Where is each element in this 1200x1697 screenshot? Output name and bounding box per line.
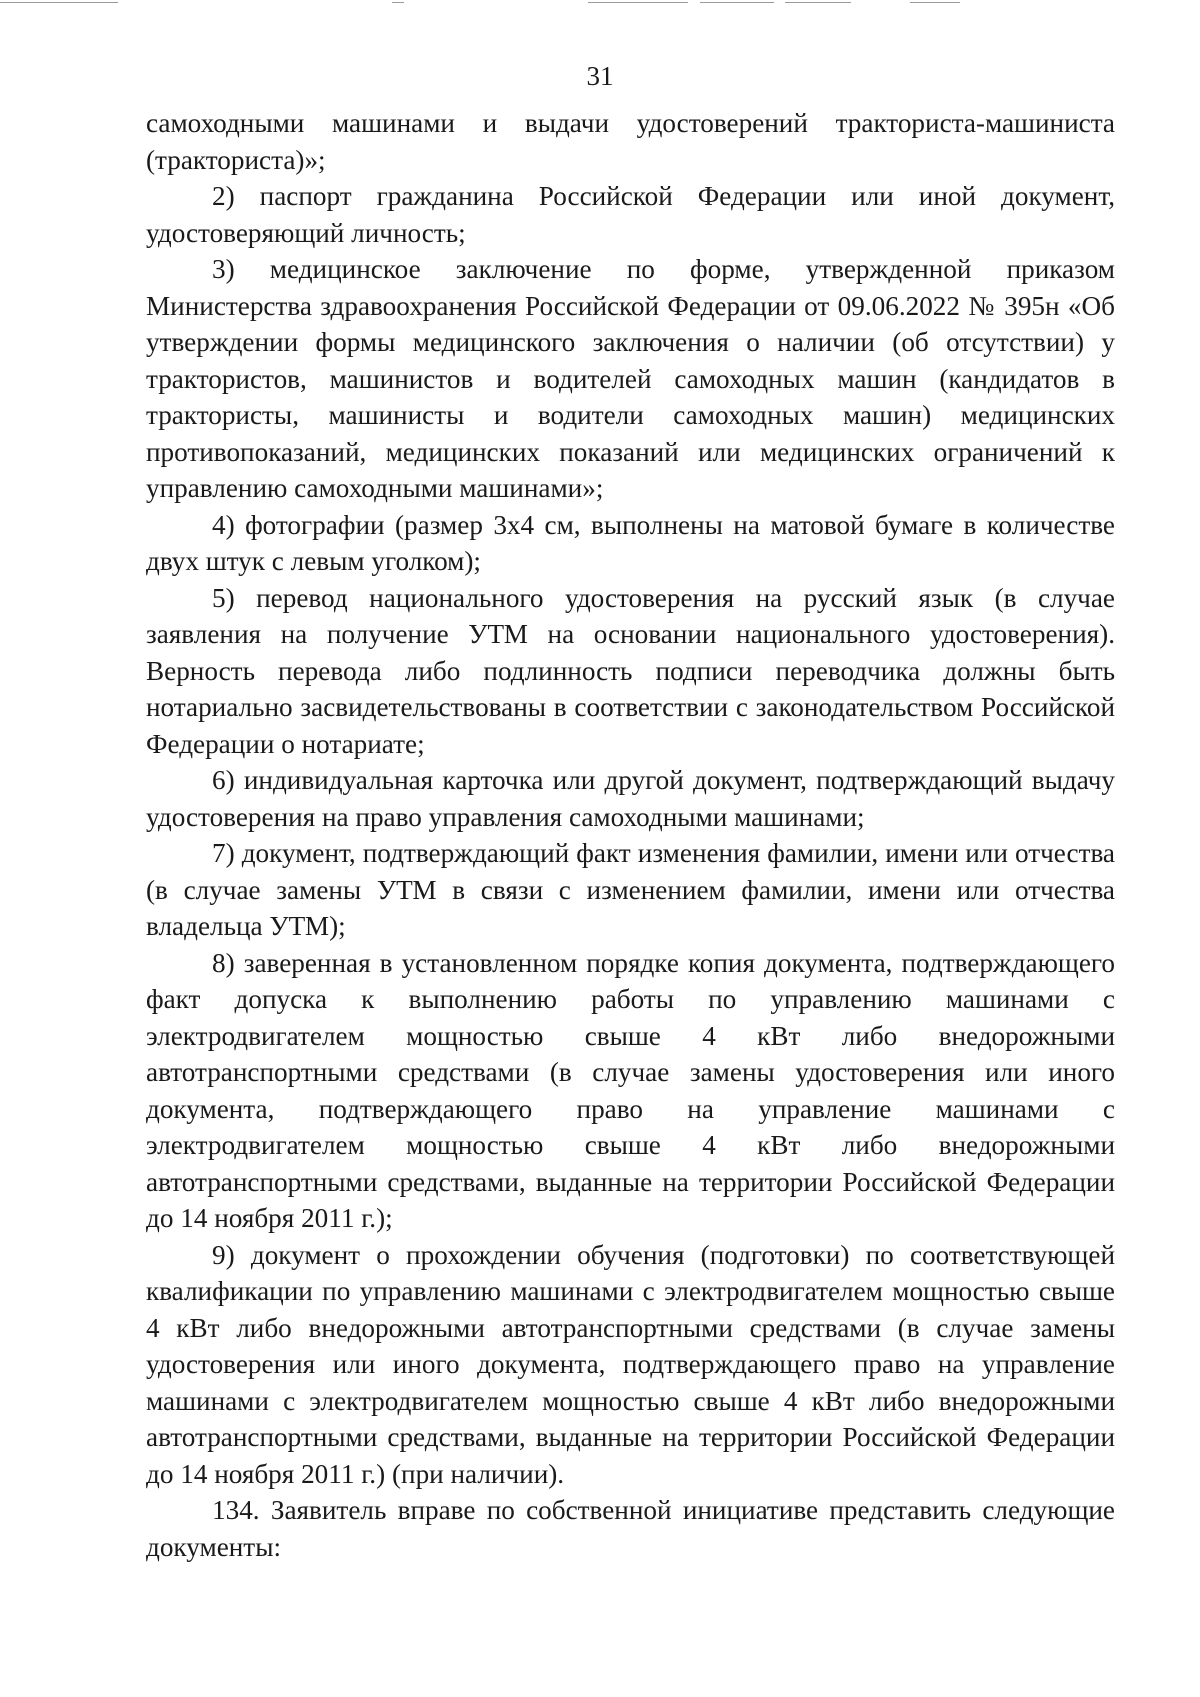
list-item-8: 8) заверенная в установленном порядке копия документа, подтверждающего факт допуска к выполнению работы по управлению машинами с электродвигателем мощностью свыше 4 кВт либо внедорожными автотранспортными средствами (в случае замены удостоверения или иного документа, подтверждающего право на управление машинами с электродвигателем мощностью свыше 4 кВт либо внедорожными автотранспортными средствами, выданные на территории Российской Федерации до 14 ноября 2011 г.); <box>146 947 1115 1233</box>
document-body <box>146 105 1115 1565</box>
clause-134: 134. Заявитель вправе по собственной инициативе представить следующие документы: <box>146 1495 1115 1562</box>
list-item-6: 6) индивидуальная карточка или другой документ, подтверждающий выдачу удостоверения на право управления самоходными машинами; <box>146 765 1115 832</box>
list-item-2: 2) паспорт гражданина Российской Федерации или иной документ, удостоверяющий личность; <box>146 181 1115 248</box>
list-item-4: 4) фотографии (размер 3х4 см, выполнены на матовой бумаге в количестве двух штук с левым уголком); <box>146 509 1115 576</box>
paragraph-continuation: самоходными машинами и выдачи удостоверений тракториста-машиниста (тракториста)»; <box>146 108 1115 175</box>
scan-edge-line <box>0 2 118 3</box>
scan-edge-line <box>392 2 404 3</box>
scan-edge-line <box>588 2 688 3</box>
scan-edge-line <box>700 2 774 3</box>
list-item-3: 3) медицинское заключение по форме, утвержденной приказом Министерства здравоохранения Российской Федерации от 09.06.2022 № 395н «Об утверждении формы медицинского заключения о наличии (об отсутствии) у трактористов, машинистов и водителей самоходных машин (кандидатов в трактористы, машинисты и водители самоходных машин) медицинских противопоказаний, медицинских показаний или медицинских ограничений к управлению самоходными машинами»; <box>146 254 1115 503</box>
list-item-5: 5) перевод национального удостоверения на русский язык (в случае заявления на получение УТМ на основании национального удостоверения). Верность перевода либо подлинность подписи переводчика должны быть нотариально засвидетельствованы в соответствии с законодательством Российской Федерации о нотариате; <box>146 582 1115 759</box>
list-item-7: 7) документ, подтверждающий факт изменения фамилии, имени или отчества (в случае замены УТМ в связи с изменением фамилии, имени или отчества владельца УТМ); <box>146 838 1115 941</box>
scan-edge-line <box>785 2 851 3</box>
scan-edge-line <box>910 2 960 3</box>
list-item-9: 9) документ о прохождении обучения (подготовки) по соответствующей квалификации по управлению машинами с электродвигателем мощностью свыше 4 кВт либо внедорожными автотранспортными средствами (в случае замены удостоверения или иного документа, подтверждающего право на управление машинами с электродвигателем мощностью свыше 4 кВт либо внедорожными автотранспортными средствами, выданные на территории Российской Федерации до 14 ноября 2011 г.) (при наличии). <box>146 1239 1115 1489</box>
page-number: 31 <box>586 61 614 91</box>
